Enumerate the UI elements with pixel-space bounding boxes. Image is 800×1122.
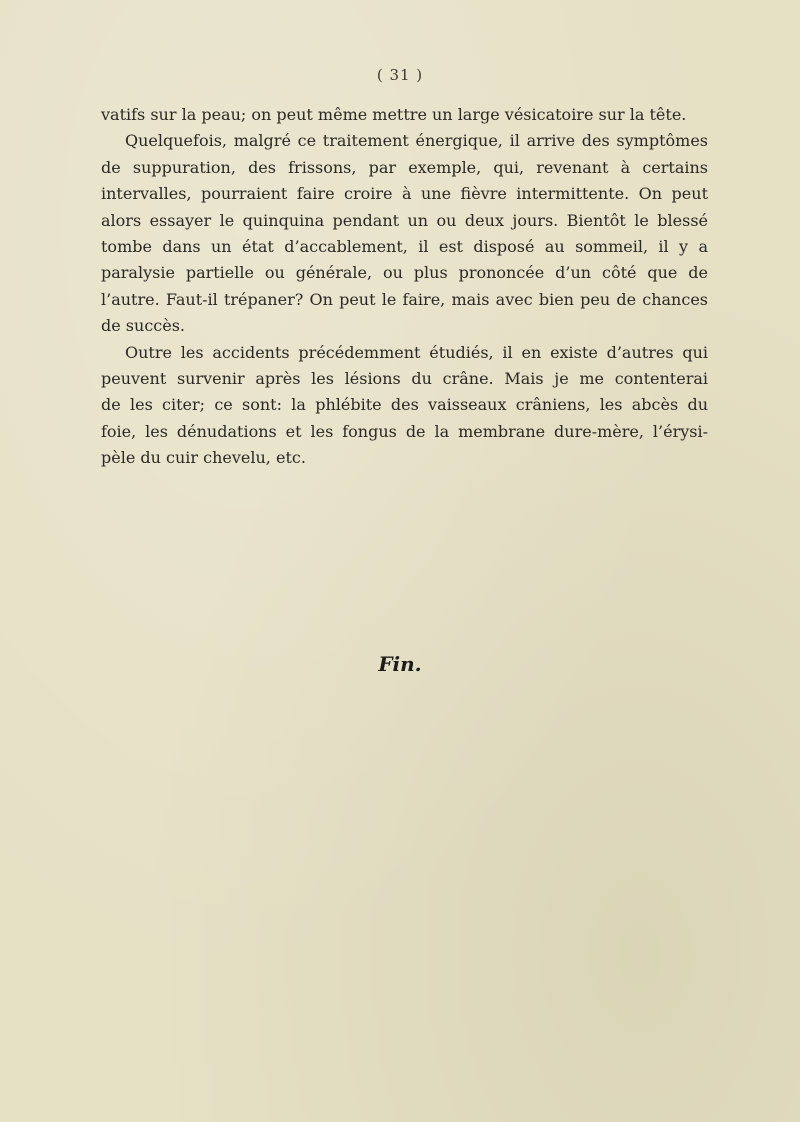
text-line: Outre les accidents précédemment étudiés, il en existe d’autres qui: [125, 342, 708, 362]
paragraph-1: [101, 102, 708, 128]
paragraph-2: [101, 128, 708, 339]
text-line: de les citer; ce sont: la phlébite des vaisseaux crâniens, les abcès du: [101, 395, 708, 415]
text-line: de succès.: [101, 316, 185, 336]
text-line: vatifs sur la peau; on peut même mettre un large vésicatoire sur la tête.: [101, 105, 687, 124]
paragraph-3: [101, 340, 708, 472]
text-line: Quelquefois, malgré ce traitement énergique, il arrive des symptômes: [125, 131, 708, 151]
text-line: intervalles, pourraient faire croire à une fièvre intermittente. On peut: [101, 184, 708, 204]
text-line: de suppuration, des frissons, par exemple, qui, revenant à certains: [101, 157, 708, 177]
text-line: l’autre. Faut-il trépaner? On peut le faire, mais avec bien peu de chances: [101, 289, 708, 309]
text-line: peuvent survenir après les lésions du crâne. Mais je me contenterai: [101, 368, 708, 388]
body-text: [101, 102, 708, 471]
text-line: alors essayer le quinquina pendant un ou deux jours. Bientôt le blessé: [101, 210, 708, 230]
text-line: paralysie partielle ou générale, ou plus prononcée d’un côté que de: [101, 263, 708, 283]
text-line: pèle du cuir chevelu, etc.: [101, 448, 306, 468]
page-number: ( 31 ): [376, 66, 424, 84]
text-line: foie, les dénudations et les fongus de la membrane dure-mère, l’érysi-: [101, 421, 708, 441]
text-line: tombe dans un état d’accablement, il est disposé au sommeil, il y a: [101, 236, 708, 256]
closing-word: Fin.: [378, 652, 422, 676]
